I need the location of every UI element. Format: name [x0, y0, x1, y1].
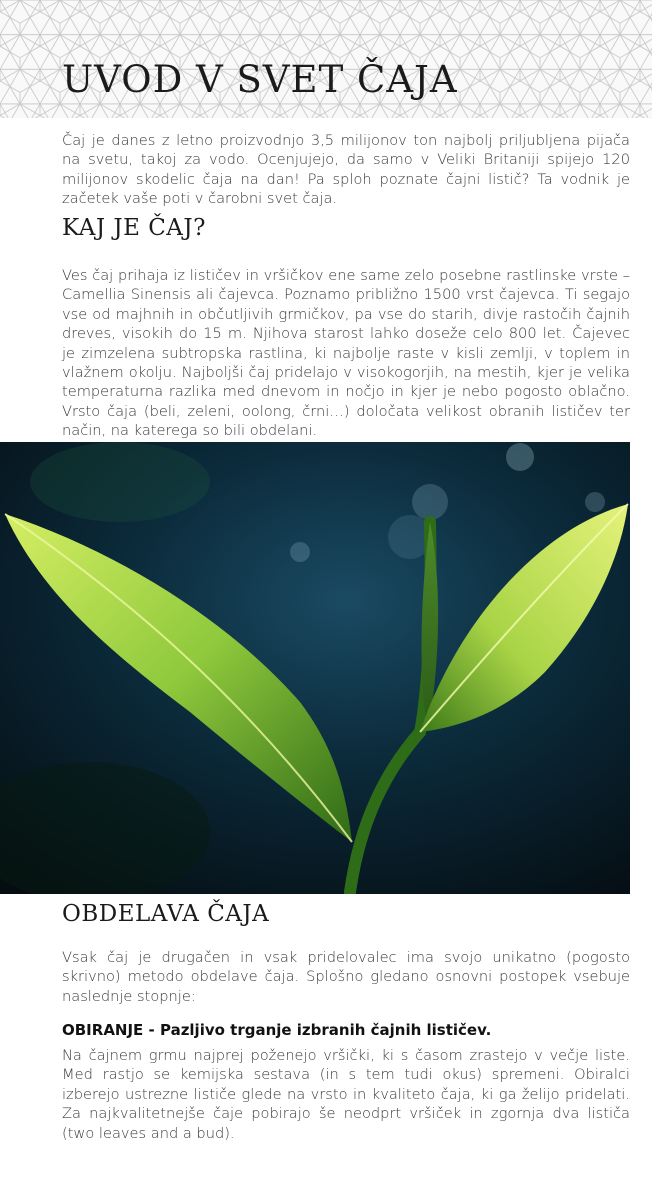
- step-title-obiranje: OBIRANJE - Pazljivo trganje izbranih čajnih lističev.: [62, 1021, 492, 1039]
- intro-paragraph: Čaj je danes z letno proizvodnjo 3,5 milijonov ton najbolj priljubljena pijača na svetu, takoj za vodo. Ocenjujejo, da samo v Veliki Britaniji spijejo 120 milijonov skodelic čaja na dan! Pa sploh poznate čajni listič? Ta vodnik je začetek vaše poti v čarobni svet čaja.: [62, 132, 630, 208]
- section-text-kaj-je-caj: Ves čaj prihaja iz lističev in vršičkov ene same zelo posebne rastlinske vrste – Camellia Sinensis ali čajevca. Poznamo približno 1500 vrst čajevca. Ti segajo vse od majhnih in občutljivih grmičkov, pa vse do starih, divje rastočih čajnih dreves, visokih do 15 m. Njihova starost lahko doseže celo 800 let. Čajevec je zimzelena subtropska rastlina, ki najbolje raste v kisli zemlji, v toplem in vlažnem okolju. Najboljši čaj pridelajo v visokogorjih, na mestih, kjer je velika temperaturna razlika med dnevom in nočjo in kjer je nebo pogosto oblačno. Vrsto čaja (beli, zeleni, oolong, črni…) določata velikost obranih lističev ter način, na katerega so bili obdelani.: [62, 267, 630, 440]
- page-title: UVOD V SVET ČAJA: [62, 58, 458, 101]
- section-text-obdelava-caja: Vsak čaj je drugačen in vsak pridelovalec ima svojo unikatno (pogosto skrivno) metodo obdelave čaja. Splošno gledano osnovni postopek vsebuje naslednje stopnje:: [62, 949, 630, 1005]
- tea-leaf-photo: [0, 442, 630, 894]
- section-heading-obdelava-caja: OBDELAVA ČAJA: [62, 901, 270, 927]
- section-heading-kaj-je-caj: KAJ JE ČAJ?: [62, 215, 206, 241]
- step-text-obiranje: Na čajnem grmu najprej poženejo vršički, ki s časom zrastejo v večje liste. Med rastjo se kemijska sestava (in s tem tudi okus) spremeni. Obiralci izberejo ustrezne lističe glede na vrsto in kvaliteto čaja, ki ga želijo pridelati. Za najkvalitetnejše čaje pobirajo še neodprt vršiček in zgornja dva lističa (two leaves and a bud).: [62, 1047, 630, 1142]
- tea-leaf-illustration-icon: [0, 442, 630, 894]
- header-banner: [0, 0, 652, 118]
